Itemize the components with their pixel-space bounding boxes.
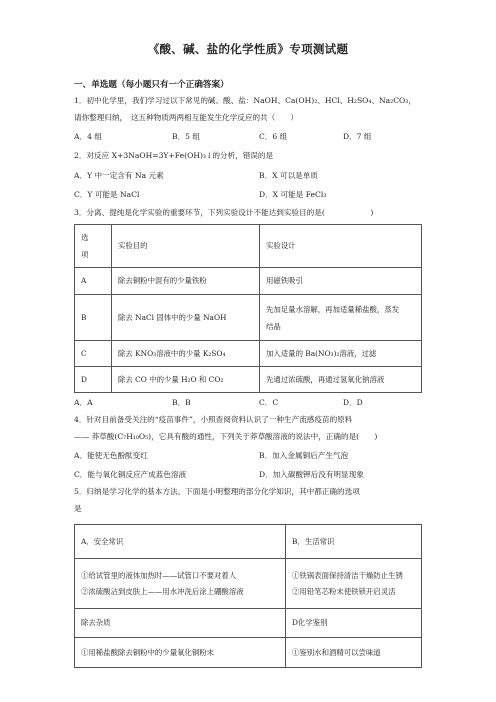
cell-b-heading: B．生活常识 xyxy=(286,525,422,559)
cell-c-content: ①用稀盐酸除去铜粉中的少量氧化铜粉末 xyxy=(75,638,286,668)
row-design: 先通过浓硫酸，再通过氢氧化钠溶液 xyxy=(260,367,422,393)
q4-option-b: B．加入金属铜后产生气泡 xyxy=(259,451,349,460)
row-option: D xyxy=(75,367,112,393)
header-design: 实验设计 xyxy=(260,225,422,268)
row-goal: 除去 CO 中的少量 H₂O 和 CO₂ xyxy=(112,367,260,393)
table-row xyxy=(75,525,422,559)
q4-option-c: C．能与氧化铜反应产成蓝色溶液 xyxy=(74,470,187,479)
table-header-row xyxy=(75,225,422,268)
q4-option-d: D．加入碳酸钾后没有明显现象 xyxy=(259,470,364,479)
q4-option-a: A．能使无色酚酞变红 xyxy=(74,451,148,460)
table-row xyxy=(75,559,422,609)
table-row xyxy=(75,609,422,638)
q1-option-c: C．6 组 xyxy=(259,132,288,141)
q2-option-b: B．X 可以是单质 xyxy=(259,171,318,180)
header-goal: 实验目的 xyxy=(112,225,260,268)
cell-d-heading: D化学鉴别 xyxy=(286,609,422,638)
row-option: C xyxy=(75,341,112,367)
row-option: A xyxy=(75,268,112,295)
cell-d-content: ①鉴别水和酒精可以尝味道 xyxy=(286,638,422,668)
table-row xyxy=(75,367,422,393)
cell-c-heading: 除去杂质 xyxy=(75,609,286,638)
q2-option-d: D．X 可能是 FeCl₃ xyxy=(259,190,327,199)
row-goal: 除去 NaCl 固体中的少量 NaOH xyxy=(112,295,260,341)
q3-table xyxy=(74,224,422,393)
row-goal: 除去铜粉中混有的少量铁粉 xyxy=(112,268,260,295)
row-design: 先加足量水溶解，再加适量稀盐酸，蒸发 结晶 xyxy=(260,295,422,341)
q5-stem-line1: 5．归纳是学习化学的基本方法。下面是小明整理的部分化学知识，其中都正确的选项 xyxy=(74,487,360,496)
q2-stem: 2．对反应 X+3NaOH=3Y+Fe(OH)₃↓的分析，错误的是 xyxy=(74,151,274,160)
q1-stem-line2: 请你整理归纳， 这五种物质两两相互能发生化学反应的共（ ） xyxy=(74,113,299,122)
q5-stem-line2: 是 xyxy=(74,504,82,513)
cell-b-content: ①铁锅表面保持清洁干燥防止生锈 ②用铅笔芯粉末使铁锁开启灵活 xyxy=(286,559,422,609)
q1-option-a: A．4 组 xyxy=(74,132,102,141)
table-row xyxy=(75,295,422,341)
table-row xyxy=(75,268,422,295)
q5-table xyxy=(74,524,422,668)
page-title: 《酸、碱、盐的化学性质》专项测试题 xyxy=(147,42,349,56)
row-goal: 除去 KNO₃溶液中的少量 K₂SO₄ xyxy=(112,341,260,367)
cell-a-content: ①给试管里的液体加热时——试管口不要对着人 ②浓硫酸沾到皮肤上——用水冲洗后涂上硼酸溶液 xyxy=(75,559,286,609)
q4-stem-line1: 4．针对目前备受关注的“疫苗事件”，小照查阅资料认识了一种生产流感疫苗的原料 xyxy=(74,415,353,424)
row-design: 加入适量的 Ba(NO₃)₂溶液，过滤 xyxy=(260,341,422,367)
table-row xyxy=(75,638,422,668)
q3-stem: 3．分离、提纯是化学实验的重要环节，下列实验设计不能达到实验目的是( ) xyxy=(74,208,374,217)
q4-stem-line2: —— 莽草酸(C₇H₁₀O₅)，它具有酸的通性，下列关于莽草酸溶液的说法中，正确的是( ) xyxy=(74,432,378,441)
q2-option-a: A．Y 中一定含有 Na 元素 xyxy=(74,171,164,180)
q3-option-d: D．D xyxy=(343,398,363,407)
header-option: 选项 xyxy=(75,225,112,268)
cell-a-heading: A．安全常识 xyxy=(75,525,286,559)
q1-option-b: B．5 组 xyxy=(172,132,201,141)
row-option: B xyxy=(75,295,112,341)
q1-stem-line1: 1．初中化学里，我们学习过以下常见的碱、酸、盐：NaOH、Ca(OH)₂、HCl、H₂SO₄、Na₂CO₃， xyxy=(74,96,416,105)
q2-option-c: C．Y 可能是 NaCl xyxy=(74,190,140,199)
row-design: 用磁铁吸引 xyxy=(260,268,422,295)
q3-option-a: A．A xyxy=(74,398,93,407)
q1-option-d: D．7 组 xyxy=(343,132,372,141)
q3-option-c: C．C xyxy=(259,398,279,407)
section-heading: 一、单选题（每小题只有一个正确答案） xyxy=(74,80,229,90)
q3-option-b: B．B xyxy=(172,398,191,407)
table-row xyxy=(75,341,422,367)
